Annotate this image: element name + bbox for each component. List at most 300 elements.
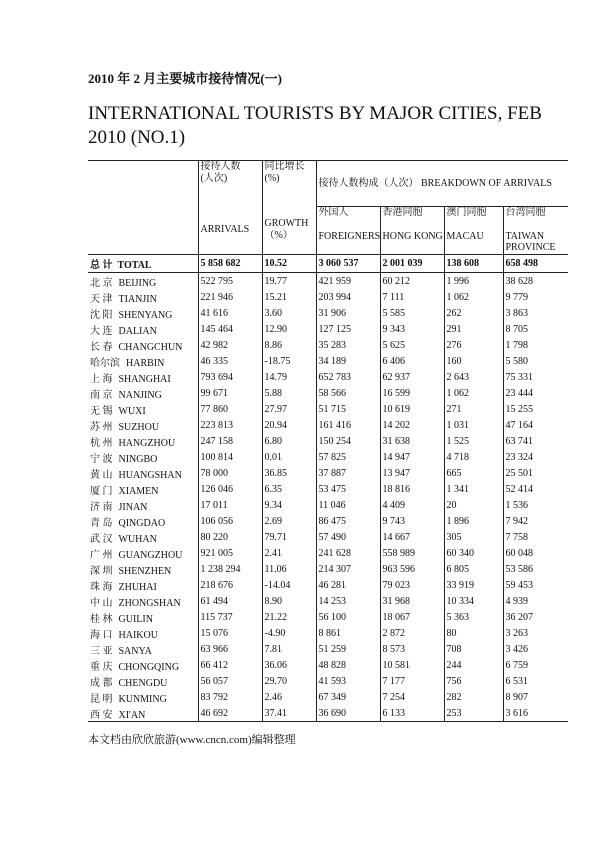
macau-cell: 1 996	[444, 273, 503, 290]
foreigners-cell: 36 690	[316, 705, 380, 722]
macau-header	[444, 207, 503, 255]
city-name-en: CHONGQING	[118, 661, 180, 673]
hongkong-cell: 7 111	[380, 289, 444, 305]
growth-cell: 27.97	[262, 401, 316, 417]
city-name-cell	[88, 513, 198, 529]
city-name-cell	[88, 593, 198, 609]
table-row	[88, 273, 568, 290]
growth-cell: 19.77	[262, 273, 316, 290]
macau-cell: 2 643	[444, 369, 503, 385]
growth-header-en: GROWTH （%）	[262, 207, 316, 255]
total-taiwan: 658 498	[503, 255, 568, 273]
macau-cell: 271	[444, 401, 503, 417]
macau-cell: 708	[444, 641, 503, 657]
city-name-en: SUZHOU	[118, 421, 160, 433]
arrivals-cell: 63 966	[198, 641, 262, 657]
arrivals-cell: 115 737	[198, 609, 262, 625]
city-name-cn: 苏 州	[90, 421, 113, 433]
taiwan-cell: 3 616	[503, 705, 568, 722]
total-growth: 10.52	[262, 255, 316, 273]
city-name-en: HUANGSHAN	[118, 469, 182, 481]
taiwan-cell: 3 863	[503, 305, 568, 321]
arrivals-cell: 793 694	[198, 369, 262, 385]
city-name-en: KUNMING	[118, 693, 167, 705]
macau-cell: 1 062	[444, 385, 503, 401]
city-name-en: CHENGDU	[118, 677, 168, 689]
city-name-cell	[88, 321, 198, 337]
city-name-cell	[88, 385, 198, 401]
foreigners-cell: 161 416	[316, 417, 380, 433]
hongkong-cell: 16 599	[380, 385, 444, 401]
growth-cell: 8.86	[262, 337, 316, 353]
growth-cell: 15.21	[262, 289, 316, 305]
taiwan-cell: 60 048	[503, 545, 568, 561]
growth-cell: 0.01	[262, 449, 316, 465]
hongkong-cell: 13 947	[380, 465, 444, 481]
city-name-en: HAIKOU	[118, 629, 158, 641]
taiwan-cell: 8 907	[503, 689, 568, 705]
table-row	[88, 689, 568, 705]
page-title-english: INTERNATIONAL TOURISTS BY MAJOR CITIES, FEB 2010 (NO.1)	[88, 103, 542, 148]
taiwan-cell: 23 444	[503, 385, 568, 401]
macau-cell: 262	[444, 305, 503, 321]
city-name-cn: 珠 海	[90, 581, 113, 593]
city-name-cell	[88, 369, 198, 385]
hongkong-header-en: HONG KONG	[382, 231, 443, 242]
total-hongkong: 2 001 039	[380, 255, 444, 273]
taiwan-header-en: TAIWAN PROVINCE	[505, 231, 556, 253]
city-name-cell	[88, 433, 198, 449]
macau-header-cn: 澳门同胞	[446, 207, 487, 218]
taiwan-cell: 63 741	[503, 433, 568, 449]
hongkong-cell: 5 625	[380, 337, 444, 353]
foreigners-cell: 421 959	[316, 273, 380, 290]
table-row	[88, 657, 568, 673]
table-row	[88, 321, 568, 337]
growth-cell: 9.34	[262, 497, 316, 513]
hongkong-cell: 9 343	[380, 321, 444, 337]
table-row	[88, 561, 568, 577]
growth-cell: 11.06	[262, 561, 316, 577]
macau-cell: 6 805	[444, 561, 503, 577]
city-name-cn: 长 春	[90, 341, 113, 353]
table-row	[88, 385, 568, 401]
taiwan-cell: 6 531	[503, 673, 568, 689]
city-name-en: WUHAN	[118, 533, 157, 545]
city-header-cell	[88, 161, 198, 255]
hongkong-cell: 5 585	[380, 305, 444, 321]
hongkong-cell: 7 177	[380, 673, 444, 689]
table-row	[88, 529, 568, 545]
city-name-en: GUILIN	[118, 613, 153, 625]
table-row	[88, 449, 568, 465]
foreigners-cell: 34 189	[316, 353, 380, 369]
taiwan-cell: 75 331	[503, 369, 568, 385]
macau-cell: 276	[444, 337, 503, 353]
arrivals-header-cn: 接待人数 (人次)	[198, 161, 262, 207]
city-name-en: XI'AN	[118, 709, 146, 721]
macau-cell: 756	[444, 673, 503, 689]
arrivals-cell: 522 795	[198, 273, 262, 290]
arrivals-cell: 1 238 294	[198, 561, 262, 577]
foreigners-cell: 127 125	[316, 321, 380, 337]
city-name-en: HARBIN	[126, 357, 165, 369]
macau-cell: 253	[444, 705, 503, 722]
arrivals-cell: 61 494	[198, 593, 262, 609]
tourist-arrivals-table	[88, 160, 568, 722]
foreigners-cell: 46 281	[316, 577, 380, 593]
city-name-cell	[88, 353, 198, 369]
city-name-cell	[88, 337, 198, 353]
foreigners-cell: 214 307	[316, 561, 380, 577]
city-name-cn: 哈尔滨	[90, 357, 120, 369]
growth-cell: 2.69	[262, 513, 316, 529]
growth-cell: 37.41	[262, 705, 316, 722]
hongkong-cell: 14 667	[380, 529, 444, 545]
arrivals-cell: 100 814	[198, 449, 262, 465]
hongkong-cell: 7 254	[380, 689, 444, 705]
city-name-en: SHENZHEN	[118, 565, 172, 577]
table-row	[88, 625, 568, 641]
foreigners-header-cn: 外国人	[318, 207, 349, 218]
city-name-en: XIAMEN	[118, 485, 159, 497]
table-row	[88, 673, 568, 689]
city-name-cell	[88, 705, 198, 722]
city-name-cell	[88, 529, 198, 545]
city-name-cn: 中 山	[90, 597, 113, 609]
city-name-cn: 昆 明	[90, 693, 113, 705]
macau-cell: 4 718	[444, 449, 503, 465]
city-name-cell	[88, 641, 198, 657]
foreigners-cell: 67 349	[316, 689, 380, 705]
hongkong-cell: 558 989	[380, 545, 444, 561]
table-row	[88, 705, 568, 722]
table-row	[88, 337, 568, 353]
taiwan-cell: 3 426	[503, 641, 568, 657]
city-name-cn: 武 汉	[90, 533, 113, 545]
city-name-cn: 宁 波	[90, 453, 113, 465]
growth-cell: 8.90	[262, 593, 316, 609]
macau-cell: 665	[444, 465, 503, 481]
table-row	[88, 417, 568, 433]
hongkong-cell: 79 023	[380, 577, 444, 593]
macau-cell: 10 334	[444, 593, 503, 609]
growth-cell: 14.79	[262, 369, 316, 385]
table-row	[88, 401, 568, 417]
hongkong-cell: 10 619	[380, 401, 444, 417]
arrivals-cell: 221 946	[198, 289, 262, 305]
hongkong-cell: 62 937	[380, 369, 444, 385]
taiwan-cell: 52 414	[503, 481, 568, 497]
city-name-cn: 青 岛	[90, 517, 113, 529]
hongkong-header	[380, 207, 444, 255]
city-name-cell	[88, 625, 198, 641]
city-name-cell	[88, 657, 198, 673]
growth-cell: 36.06	[262, 657, 316, 673]
growth-cell: 2.41	[262, 545, 316, 561]
table-row	[88, 353, 568, 369]
table-row	[88, 609, 568, 625]
arrivals-cell: 99 671	[198, 385, 262, 401]
total-macau: 138 608	[444, 255, 503, 273]
growth-cell: 36.85	[262, 465, 316, 481]
macau-cell: 1 525	[444, 433, 503, 449]
foreigners-cell: 35 283	[316, 337, 380, 353]
macau-cell: 1 896	[444, 513, 503, 529]
taiwan-cell: 8 705	[503, 321, 568, 337]
page-title-chinese: 2010 年 2 月主要城市接待情况(一)	[88, 71, 282, 86]
table-header-row	[88, 161, 568, 207]
arrivals-cell: 17 011	[198, 497, 262, 513]
table-row	[88, 481, 568, 497]
city-name-en: ZHONGSHAN	[118, 597, 181, 609]
hongkong-cell: 4 409	[380, 497, 444, 513]
arrivals-cell: 223 813	[198, 417, 262, 433]
growth-cell: 6.35	[262, 481, 316, 497]
arrivals-cell: 46 335	[198, 353, 262, 369]
arrivals-cell: 247 158	[198, 433, 262, 449]
foreigners-cell: 48 828	[316, 657, 380, 673]
growth-cell: 79.71	[262, 529, 316, 545]
foreigners-cell: 14 253	[316, 593, 380, 609]
city-name-cn: 北 京	[90, 277, 113, 289]
foreigners-cell: 57 825	[316, 449, 380, 465]
growth-cell: 21.22	[262, 609, 316, 625]
macau-cell: 20	[444, 497, 503, 513]
macau-header-en: MACAU	[446, 231, 484, 242]
city-name-cn: 沈 阳	[90, 309, 113, 321]
total-row	[88, 255, 568, 273]
city-name-cell	[88, 497, 198, 513]
city-name-cn: 大 连	[90, 325, 113, 337]
macau-cell: 1 341	[444, 481, 503, 497]
city-name-cell	[88, 305, 198, 321]
city-name-cell	[88, 609, 198, 625]
breakdown-header: 接待人数构成（人次） BREAKDOWN OF ARRIVALS	[316, 161, 568, 207]
growth-cell: 2.46	[262, 689, 316, 705]
macau-cell: 282	[444, 689, 503, 705]
table-row	[88, 545, 568, 561]
growth-cell: 20.94	[262, 417, 316, 433]
taiwan-cell: 23 324	[503, 449, 568, 465]
city-name-en: BEIJING	[118, 277, 157, 289]
city-name-cell	[88, 481, 198, 497]
taiwan-cell: 3 263	[503, 625, 568, 641]
city-name-cn: 西 安	[90, 709, 113, 721]
hongkong-cell: 18 816	[380, 481, 444, 497]
city-name-cell	[88, 449, 198, 465]
arrivals-cell: 77 860	[198, 401, 262, 417]
macau-cell: 244	[444, 657, 503, 673]
city-name-cn: 成 都	[90, 677, 113, 689]
hongkong-cell: 14 202	[380, 417, 444, 433]
city-name-cn: 上 海	[90, 373, 113, 385]
foreigners-cell: 57 490	[316, 529, 380, 545]
foreigners-cell: 53 475	[316, 481, 380, 497]
foreigners-header	[316, 207, 380, 255]
foreigners-cell: 58 566	[316, 385, 380, 401]
taiwan-cell: 7 942	[503, 513, 568, 529]
city-name-cn: 厦 门	[90, 485, 113, 497]
arrivals-cell: 83 792	[198, 689, 262, 705]
table-row	[88, 433, 568, 449]
city-name-en: NANJING	[118, 389, 162, 401]
city-name-cn: 广 州	[90, 549, 113, 561]
growth-cell: 7.81	[262, 641, 316, 657]
foreigners-cell: 241 628	[316, 545, 380, 561]
city-name-cell	[88, 273, 198, 290]
city-name-cell	[88, 417, 198, 433]
city-name-cell	[88, 673, 198, 689]
total-label	[88, 255, 198, 273]
arrivals-cell: 42 982	[198, 337, 262, 353]
city-name-en: QINGDAO	[118, 517, 166, 529]
growth-cell: -4.90	[262, 625, 316, 641]
taiwan-cell: 47 164	[503, 417, 568, 433]
total-label-cn: 总 计	[90, 260, 113, 271]
macau-cell: 1 031	[444, 417, 503, 433]
hongkong-cell: 9 743	[380, 513, 444, 529]
arrivals-cell: 106 056	[198, 513, 262, 529]
city-name-en: WUXI	[118, 405, 146, 417]
hongkong-cell: 18 067	[380, 609, 444, 625]
city-name-cell	[88, 561, 198, 577]
table-row	[88, 577, 568, 593]
arrivals-cell: 46 692	[198, 705, 262, 722]
city-name-en: NINGBO	[118, 453, 158, 465]
taiwan-cell: 5 580	[503, 353, 568, 369]
macau-cell: 1 062	[444, 289, 503, 305]
city-name-cn: 南 京	[90, 389, 113, 401]
taiwan-cell: 36 207	[503, 609, 568, 625]
table-row	[88, 289, 568, 305]
city-name-cell	[88, 465, 198, 481]
taiwan-cell: 9 779	[503, 289, 568, 305]
city-name-cn: 桂 林	[90, 613, 113, 625]
arrivals-cell: 78 000	[198, 465, 262, 481]
growth-cell: -18.75	[262, 353, 316, 369]
city-name-cn: 海 口	[90, 629, 113, 641]
city-name-cn: 天 津	[90, 293, 113, 305]
growth-header-cn: 同比增长 (%)	[262, 161, 316, 207]
city-name-en: ZHUHAI	[118, 581, 157, 593]
table-row	[88, 305, 568, 321]
arrivals-cell: 145 464	[198, 321, 262, 337]
arrivals-cell: 66 412	[198, 657, 262, 673]
arrivals-cell: 80 220	[198, 529, 262, 545]
macau-cell: 5 363	[444, 609, 503, 625]
table-row	[88, 641, 568, 657]
city-name-cn: 无 锡	[90, 405, 113, 417]
hongkong-cell: 31 968	[380, 593, 444, 609]
city-name-en: SHANGHAI	[118, 373, 171, 385]
foreigners-cell: 51 715	[316, 401, 380, 417]
foreigners-cell: 203 994	[316, 289, 380, 305]
hongkong-cell: 8 573	[380, 641, 444, 657]
total-label-en: TOTAL	[117, 260, 152, 271]
arrivals-cell: 218 676	[198, 577, 262, 593]
arrivals-header-en: ARRIVALS	[198, 207, 262, 255]
foreigners-cell: 37 887	[316, 465, 380, 481]
hongkong-cell: 963 596	[380, 561, 444, 577]
hongkong-cell: 60 212	[380, 273, 444, 290]
taiwan-cell: 59 453	[503, 577, 568, 593]
macau-cell: 291	[444, 321, 503, 337]
hongkong-header-cn: 香港同胞	[382, 207, 423, 218]
hongkong-cell: 2 872	[380, 625, 444, 641]
city-name-en: CHANGCHUN	[118, 341, 183, 353]
foreigners-header-en: FOREIGNERS	[318, 231, 380, 242]
macau-cell: 33 919	[444, 577, 503, 593]
hongkong-cell: 6 406	[380, 353, 444, 369]
taiwan-cell: 6 759	[503, 657, 568, 673]
city-name-cn: 重 庆	[90, 661, 113, 673]
total-arrivals: 5 858 682	[198, 255, 262, 273]
hongkong-cell: 6 133	[380, 705, 444, 722]
macau-cell: 60 340	[444, 545, 503, 561]
table-row	[88, 465, 568, 481]
city-name-en: JINAN	[118, 501, 148, 513]
foreigners-cell: 31 906	[316, 305, 380, 321]
city-name-cn: 杭 州	[90, 437, 113, 449]
growth-cell: 6.80	[262, 433, 316, 449]
hongkong-cell: 14 947	[380, 449, 444, 465]
taiwan-header-cn: 台湾同胞	[505, 207, 546, 218]
city-name-en: SHENYANG	[118, 309, 173, 321]
arrivals-cell: 921 005	[198, 545, 262, 561]
taiwan-cell: 1 536	[503, 497, 568, 513]
city-name-cn: 济 南	[90, 501, 113, 513]
foreigners-cell: 150 254	[316, 433, 380, 449]
taiwan-cell: 4 939	[503, 593, 568, 609]
city-name-cn: 三 亚	[90, 645, 113, 657]
table-row	[88, 593, 568, 609]
city-name-cell	[88, 401, 198, 417]
city-name-cn: 深 圳	[90, 565, 113, 577]
table-row	[88, 497, 568, 513]
city-name-en: GUANGZHOU	[118, 549, 183, 561]
macau-cell: 80	[444, 625, 503, 641]
table-row	[88, 513, 568, 529]
growth-cell: -14.04	[262, 577, 316, 593]
foreigners-cell: 41 593	[316, 673, 380, 689]
foreigners-cell: 51 259	[316, 641, 380, 657]
taiwan-header	[503, 207, 568, 255]
city-name-en: SANYA	[118, 645, 152, 657]
footer-note: 本文档由欣欣旅游(www.cncn.com)编辑整理	[88, 734, 296, 746]
taiwan-cell: 25 501	[503, 465, 568, 481]
foreigners-cell: 652 783	[316, 369, 380, 385]
foreigners-cell: 8 861	[316, 625, 380, 641]
arrivals-cell: 126 046	[198, 481, 262, 497]
taiwan-cell: 7 758	[503, 529, 568, 545]
total-foreigners: 3 060 537	[316, 255, 380, 273]
city-name-en: DALIAN	[118, 325, 157, 337]
growth-cell: 29.70	[262, 673, 316, 689]
macau-cell: 160	[444, 353, 503, 369]
hongkong-cell: 10 581	[380, 657, 444, 673]
taiwan-cell: 15 255	[503, 401, 568, 417]
macau-cell: 305	[444, 529, 503, 545]
foreigners-cell: 86 475	[316, 513, 380, 529]
arrivals-cell: 41 616	[198, 305, 262, 321]
taiwan-cell: 53 586	[503, 561, 568, 577]
city-name-en: HANGZHOU	[118, 437, 176, 449]
city-name-cell	[88, 289, 198, 305]
foreigners-cell: 56 100	[316, 609, 380, 625]
hongkong-cell: 31 638	[380, 433, 444, 449]
arrivals-cell: 15 076	[198, 625, 262, 641]
